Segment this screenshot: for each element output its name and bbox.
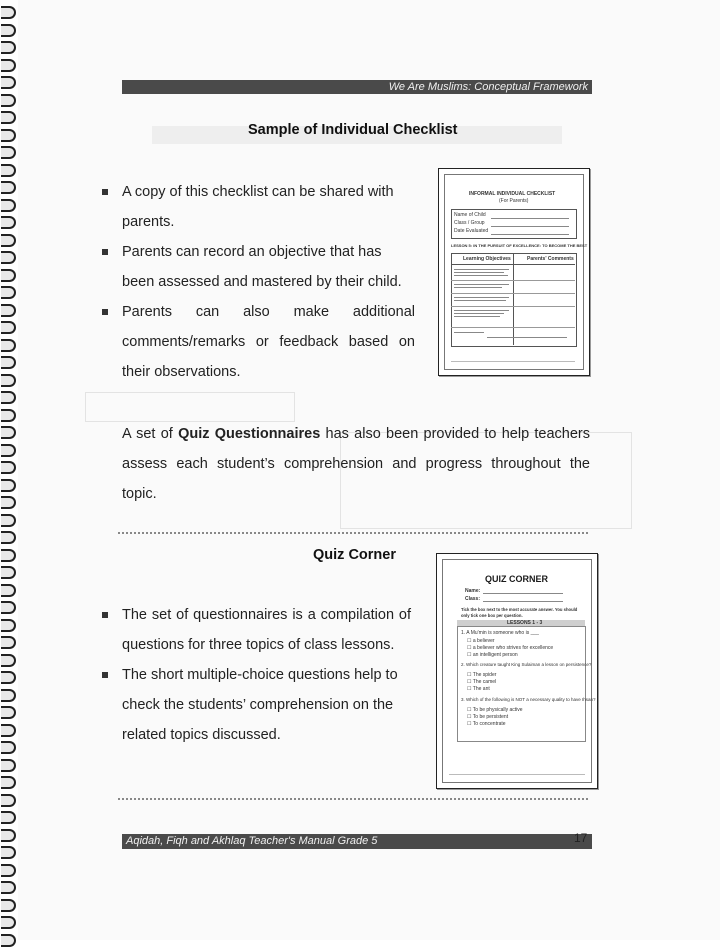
spiral-coil [1, 461, 16, 474]
option-text: The ant [472, 686, 490, 692]
thumb-field-label: Class / Group [454, 220, 485, 226]
thumb-option: ☐ The ant [467, 686, 490, 692]
list-item: Parents can also make additional comments/remarks or feedback based on their observations. [101, 297, 415, 387]
bleed-through-box [85, 392, 295, 422]
thumb-line [454, 269, 509, 270]
spiral-coil [1, 164, 16, 177]
thumb-line [454, 284, 509, 285]
spiral-coil [1, 76, 16, 89]
spiral-coil [1, 829, 16, 842]
header-title: We Are Muslims: Conceptual Framework [388, 81, 588, 93]
spiral-coil [1, 654, 16, 667]
thumb-class-label: Class: [465, 596, 481, 602]
checklist-title: Sample of Individual Checklist [248, 122, 458, 138]
spiral-coil [1, 426, 16, 439]
spiral-coil [1, 129, 16, 142]
section-divider [118, 532, 588, 534]
thumb-line [454, 300, 506, 301]
spiral-coil [1, 286, 16, 299]
thumb-name-label: Name: [465, 588, 481, 594]
spiral-coil [1, 811, 16, 824]
thumb-option: ☐ To be physically active [467, 707, 523, 713]
spiral-coil [1, 111, 16, 124]
spiral-coil [1, 409, 16, 422]
paragraph-text: has also been provided to help teachers assess each student’s comprehension and progress throughout the topic. [122, 426, 590, 502]
option-text: a believer [472, 638, 495, 644]
spiral-coil [1, 706, 16, 719]
spiral-coil [1, 356, 16, 369]
thumb-line [513, 253, 514, 345]
thumb-option: ☐ The camel [467, 679, 497, 685]
spiral-coil [1, 6, 16, 19]
spiral-coil [1, 216, 16, 229]
spiral-coil [1, 549, 16, 562]
spiral-coil [1, 759, 16, 772]
thumb-line [451, 327, 575, 328]
header-bar [122, 80, 592, 94]
thumb-question: 2. Which creature taught King Sulaiman a lesson on persistence? [461, 662, 592, 667]
spiral-coil [1, 514, 16, 527]
thumb-line [483, 593, 563, 594]
spiral-coil [1, 671, 16, 684]
spiral-coil [1, 339, 16, 352]
spiral-coil [1, 444, 16, 457]
thumb-line [454, 313, 504, 314]
footer-bar [122, 834, 592, 849]
thumb-question: 3. Which of the following is NOT a necessary quality to have Ihsan? [461, 697, 596, 702]
spiral-coil [1, 881, 16, 894]
thumb-col-header: Parents' Comments [527, 256, 574, 262]
thumb-line [454, 310, 509, 311]
checklist-thumbnail [438, 168, 590, 376]
thumb-subheader: (For Parents) [499, 198, 529, 204]
option-text: The camel [472, 679, 497, 685]
spiral-coil [1, 689, 16, 702]
thumb-option: ☐ To concentrate [467, 721, 506, 727]
option-text: To be physically active [472, 707, 523, 713]
spiral-coil [1, 864, 16, 877]
spiral-coil [1, 269, 16, 282]
option-text: The spider [472, 672, 497, 678]
thumb-line [449, 774, 585, 775]
spiral-coil [1, 94, 16, 107]
thumb-line [491, 218, 569, 219]
spiral-coil [1, 601, 16, 614]
thumb-line [451, 361, 575, 362]
thumb-option: ☐ a believer who strives for excellence [467, 645, 554, 651]
spiral-coil [1, 374, 16, 387]
spiral-coil [1, 234, 16, 247]
thumb-line [454, 275, 508, 276]
option-text: an intelligent person [472, 652, 518, 658]
spiral-binding [0, 0, 16, 940]
spiral-coil [1, 794, 16, 807]
spiral-coil [1, 566, 16, 579]
spiral-coil [1, 531, 16, 544]
spiral-coil [1, 304, 16, 317]
quiz-corner-thumbnail [436, 553, 598, 789]
thumb-band-label: LESSONS 1 - 3 [507, 620, 543, 626]
spiral-coil [1, 496, 16, 509]
quiz-corner-title: Quiz Corner [313, 547, 396, 563]
spiral-coil [1, 24, 16, 37]
thumb-field-label: Name of Child [454, 212, 486, 218]
option-text: To concentrate [472, 721, 506, 727]
spiral-coil [1, 321, 16, 334]
thumb-line [491, 234, 569, 235]
thumb-line [483, 601, 563, 602]
thumb-header: INFORMAL INDIVIDUAL CHECKLIST [469, 191, 556, 197]
spiral-coil [1, 41, 16, 54]
thumb-field-label: Date Evaluated [454, 228, 489, 234]
thumb-line [454, 316, 500, 317]
thumb-instruction: Tick the box next to the most accurate answer. You should only tick one box per question. [461, 607, 578, 618]
checklist-bullets [101, 177, 415, 387]
spiral-coil [1, 199, 16, 212]
spiral-coil [1, 899, 16, 912]
spiral-coil [1, 776, 16, 789]
paragraph-bold-text: Quiz Questionnaires [178, 426, 321, 442]
list-item: Parents can record an objective that has been assessed and mastered by their child. [101, 237, 415, 297]
footer-title: Aqidah, Fiqh and Akhlaq Teacher's Manual Grade 5 [126, 835, 378, 847]
paragraph-text: A set of [122, 426, 179, 442]
spiral-coil [1, 59, 16, 72]
page-number: 17 [574, 831, 588, 845]
spiral-coil [1, 619, 16, 632]
thumb-line [491, 226, 569, 227]
spiral-coil [1, 636, 16, 649]
spiral-coil [1, 916, 16, 929]
spiral-coil [1, 181, 16, 194]
section-divider [118, 798, 588, 800]
spiral-coil [1, 251, 16, 264]
spiral-coil [1, 741, 16, 754]
spiral-coil [1, 584, 16, 597]
thumb-option: ☐ an intelligent person [467, 652, 518, 658]
spiral-coil [1, 846, 16, 859]
thumb-line [451, 293, 575, 294]
spiral-coil [1, 724, 16, 737]
thumb-line [451, 306, 575, 307]
thumb-option: ☐ The spider [467, 672, 497, 678]
list-item: The set of questionnaires is a compilation of questions for three topics of class lessons. [101, 600, 411, 660]
spiral-coil [1, 391, 16, 404]
thumb-line [487, 337, 567, 338]
thumb-line [454, 297, 509, 298]
spiral-coil [1, 146, 16, 159]
thumb-line [454, 272, 504, 273]
list-item: A copy of this checklist can be shared with parents. [101, 177, 415, 237]
option-text: a believer who strives for excellence [472, 645, 554, 651]
thumb-line [451, 280, 575, 281]
thumb-quiz-title: QUIZ CORNER [485, 574, 548, 584]
thumb-line [454, 287, 502, 288]
option-text: To be persistent [472, 714, 509, 720]
thumb-option: ☐ a believer [467, 638, 495, 644]
thumb-question: 1. A Mu'min is someone who is ___ [461, 630, 539, 636]
thumb-line [454, 332, 484, 333]
spiral-coil [1, 479, 16, 492]
spiral-coil [1, 934, 16, 947]
quiz-intro-paragraph [122, 419, 590, 509]
quiz-bullets [101, 600, 411, 750]
list-item: The short multiple-choice questions help to check the students’ comprehension on the related topics discussed. [101, 660, 411, 750]
thumb-col-header: Learning Objectives [463, 256, 511, 262]
thumb-lesson: LESSON 5: IN THE PURSUIT OF EXCELLENCE: TO BECOME THE BEST [451, 243, 588, 248]
thumb-option: ☐ To be persistent [467, 714, 509, 720]
